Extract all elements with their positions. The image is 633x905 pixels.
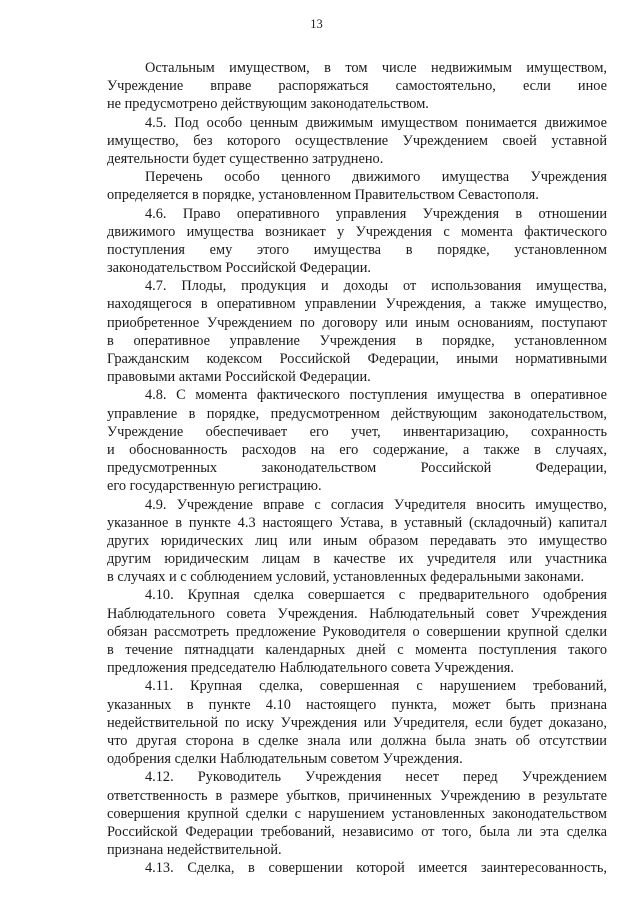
text-line: 4.13. Сделка, в совершении которой имеется заинтересованность, [145,860,607,877]
text-line: движимого имущества возникает у Учреждения с момента фактического [107,223,607,240]
text-line: в оперативное управление Учреждения в порядке, установленном [107,332,607,349]
document-body [107,59,607,877]
text-line: 4.8. С момента фактического поступления имущества в оперативное [145,387,607,404]
text-line: Российской Федерации требований, независимо от того, была ли эта сделка [107,823,607,840]
text-line: одобрения сделки Наблюдательным советом Учреждения. [107,751,463,768]
text-line: определяется в порядке, установленном Правительством Севастополя. [107,187,539,204]
text-line: 4.9. Учреждение вправе с согласия Учредителя вносить имущество, [145,496,607,513]
text-line: 4.10. Крупная сделка совершается с предварительного одобрения [145,587,607,604]
text-line: в течение пятнадцати календарных дней с момента поступления такого [107,642,607,658]
text-line: находящегося в оперативном управлении Учреждения, а также имущество, [107,296,607,313]
text-line: Перечень особо ценного движимого имущества Учреждения [145,169,607,186]
text-line: 4.12. Руководитель Учреждения несет перед Учреждением [145,769,607,786]
text-line: его государственную регистрацию. [107,478,322,495]
text-line: приобретенное Учреждением по договору или иным основаниям, поступают [107,314,607,331]
text-line: поступления ему этого имущества в порядке, установленном [107,241,607,258]
text-line: недействительной по иску Учреждения или Учредителя, если будет доказано, [107,714,607,731]
text-line: Учреждение обеспечивает его учет, инвентаризацию, сохранность [107,423,607,440]
text-line: управление в порядке, предусмотренном действующим законодательством, [107,405,607,422]
text-line: что другая сторона в сделке знала или должна была знать об отсутствии [107,732,607,749]
text-line: Остальным имуществом, в том числе недвижимым имуществом, [145,60,607,76]
text-line: совершения крупной сделки с нарушением установленных законодательством [107,805,607,822]
text-line: обязан рассмотреть предложение Руководителя о совершении крупной сделки [107,623,607,640]
text-line: других юридических лиц или иным образом передавать это имущество [107,532,607,549]
text-line: 4.11. Крупная сделка, совершенная с нарушением требований, [145,678,607,695]
text-line: предложения председателю Наблюдательного совета Учреждения. [107,660,514,677]
page-number: 13 [310,17,323,31]
text-line: законодательством Российской Федерации. [107,260,371,277]
text-line: и обоснованность расходов на его содержание, а также в случаях, [107,441,607,458]
text-line: 4.5. Под особо ценным движимым имуществом понимается движимое [145,114,607,131]
text-line: в случаях и с соблюдением условий, установленных федеральными законами. [107,569,585,586]
text-line: Гражданским кодексом Российской Федерации, иными нормативными [107,351,607,367]
text-line: другим юридическим лицам в качестве их учредителя или участника [107,551,607,568]
text-line: указанных в пункте 4.10 настоящего пункта, может быть признана [107,696,607,713]
text-line: Наблюдательного совета Учреждения. Наблюдательный совет Учреждения [107,605,607,622]
text-line: 4.7. Плоды, продукция и доходы от использования имущества, [145,278,607,295]
text-line: указанное в пункте 4.3 настоящего Устава, в уставный (складочный) капитал [107,514,607,531]
text-line: имущество, без которого осуществление Учреждением своей уставной [107,132,607,149]
text-line: правовыми актами Российской Федерации. [107,369,371,386]
text-line: предусмотренных законодательством Российской Федерации, [107,460,607,477]
text-line: 4.6. Право оперативного управления Учреждения в отношении [145,205,607,222]
text-line: Учреждение вправе распоряжаться самостоятельно, если иное [107,78,607,95]
text-line: не предусмотрено действующим законодательством. [107,96,429,113]
text-line: ответственность в размере убытков, причиненных Учреждению в результате [107,787,607,804]
text-line: деятельности будет существенно затруднено. [107,150,384,167]
text-line: признана недействительной. [107,842,282,859]
